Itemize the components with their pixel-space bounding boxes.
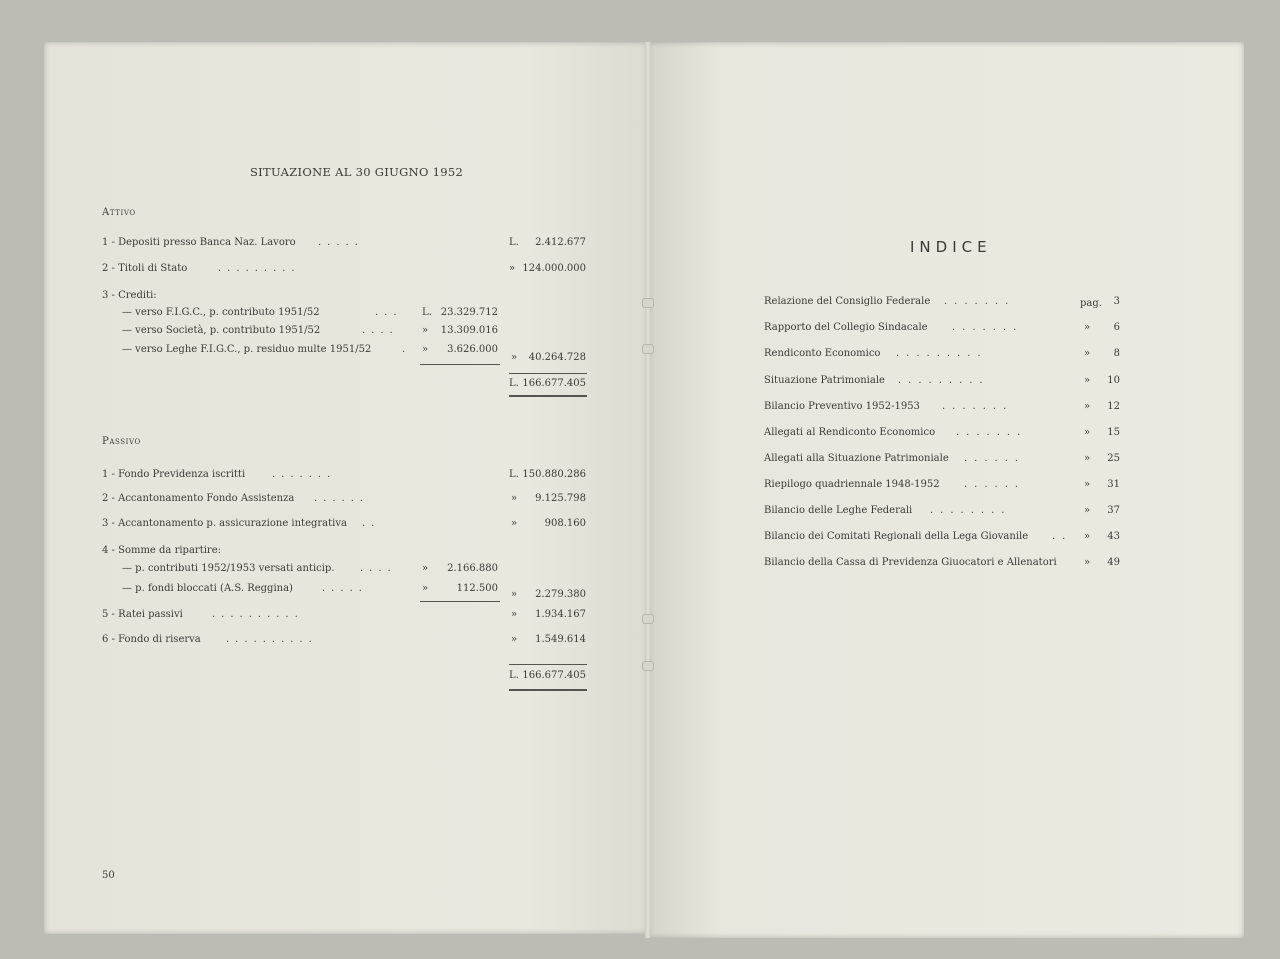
dot-leader: ....... — [944, 296, 1016, 307]
crediti-item-label: — verso F.I.G.C., p. contributo 1951/52 — [122, 307, 320, 318]
right-page — [648, 42, 1244, 938]
dot-leader: ..... — [318, 237, 364, 248]
amount-value: 2.166.880 — [447, 563, 498, 574]
binding-stitch — [642, 614, 654, 624]
toc-entry-label: Rapporto del Collegio Sindacale — [764, 322, 928, 333]
toc-entry-mark: » — [1084, 479, 1091, 490]
toc-entry-page: 12 — [1107, 401, 1120, 412]
somme-item-label: — p. contributi 1952/1953 versati anticip. — [122, 563, 335, 574]
toc-entry-label: Relazione del Consiglio Federale — [764, 296, 931, 307]
dot-leader: .......... — [212, 609, 304, 620]
toc-entry-page: 3 — [1113, 296, 1120, 307]
toc-entry-mark: » — [1084, 348, 1091, 359]
dot-leader: ....... — [952, 322, 1024, 333]
amount-value: 1.549.614 — [535, 634, 586, 645]
toc-entry-page: 10 — [1107, 375, 1120, 386]
dot-leader: ...... — [964, 453, 1026, 464]
amount-value: 2.279.380 — [535, 589, 586, 600]
dot-leader: ....... — [956, 427, 1028, 438]
somme-item-label: — p. fondi bloccati (A.S. Reggina) — [122, 583, 293, 594]
toc-entry-mark: » — [1084, 375, 1091, 386]
dot-leader: ......... — [898, 375, 990, 386]
attivo-heading: Attivo — [102, 207, 136, 218]
amount-value: 40.264.728 — [528, 352, 586, 363]
toc-entry-label: Bilancio delle Leghe Federali — [764, 505, 913, 516]
dot-leader: .... — [362, 325, 399, 336]
dot-leader: ....... — [272, 469, 337, 480]
subtotal-rule — [420, 364, 500, 365]
toc-entry-page: 43 — [1107, 531, 1120, 542]
amount-mark: » — [511, 518, 518, 529]
toc-entry-label: Allegati alla Situazione Patrimoniale — [764, 453, 949, 464]
toc-entry-label: Bilancio dei Comitati Regionali della Lega Giovanile — [764, 531, 1029, 542]
passivo-item-label: 5 - Ratei passivi — [102, 609, 183, 620]
crediti-item-label: — verso Leghe F.I.G.C., p. residuo multe 1951/52 — [122, 344, 372, 355]
attivo-item-label: 3 - Crediti: — [102, 290, 157, 301]
amount-value: 9.125.798 — [535, 493, 586, 504]
toc-entry-mark: » — [1084, 322, 1091, 333]
dot-leader: ..... — [322, 583, 368, 594]
total-rule — [509, 373, 587, 374]
toc-entry-label: Bilancio della Cassa di Previdenza Giuocatori e Allenatori — [764, 557, 1057, 568]
toc-entry-page: 6 — [1113, 322, 1120, 333]
page-number: 50 — [102, 870, 115, 881]
toc-entry-mark: » — [1084, 401, 1091, 412]
amount-mark: L. — [509, 469, 519, 480]
toc-entry-mark: » — [1084, 453, 1091, 464]
amount-mark: L. — [422, 307, 432, 318]
dot-leader: ...... — [964, 479, 1026, 490]
toc-entry-mark: » — [1084, 531, 1091, 542]
dot-leader: ......... — [896, 348, 988, 359]
toc-entry-page: 15 — [1107, 427, 1120, 438]
crediti-item-label: — verso Società, p. contributo 1951/52 — [122, 325, 321, 336]
toc-entry-mark: » — [1084, 427, 1091, 438]
binding-stitch — [642, 298, 654, 308]
binding-stitch — [642, 344, 654, 354]
amount-mark: » — [511, 609, 518, 620]
toc-entry-label: Bilancio Preventivo 1952-1953 — [764, 401, 920, 412]
passivo-item-label: 1 - Fondo Previdenza iscritti — [102, 469, 246, 480]
amount-value: 150.880.286 — [522, 469, 586, 480]
amount-mark: » — [509, 263, 516, 274]
attivo-item-label: 2 - Titoli di Stato — [102, 263, 188, 274]
amount-value: 908.160 — [544, 518, 586, 529]
dot-leader: .......... — [226, 634, 318, 645]
index-title: INDICE — [910, 238, 992, 256]
double-rule — [509, 395, 587, 397]
passivo-item-label: 3 - Accantonamento p. assicurazione integrativa — [102, 518, 347, 529]
amount-mark: » — [511, 634, 518, 645]
amount-value: 3.626.000 — [447, 344, 498, 355]
amount-mark: L. — [509, 378, 519, 389]
dot-leader: .. — [362, 518, 381, 529]
attivo-item-label: 1 - Depositi presso Banca Naz. Lavoro — [102, 237, 296, 248]
page-title: SITUAZIONE AL 30 GIUGNO 1952 — [250, 165, 464, 179]
dot-leader: .... — [360, 563, 397, 574]
binding-stitch — [642, 661, 654, 671]
amount-mark: » — [422, 583, 429, 594]
toc-entry-mark: pag. — [1080, 298, 1102, 309]
amount-mark: » — [511, 352, 518, 363]
attivo-total: 166.677.405 — [522, 378, 586, 389]
toc-entry-label: Rendiconto Economico — [764, 348, 881, 359]
book-spine — [645, 42, 651, 938]
toc-entry-page: 49 — [1107, 557, 1120, 568]
dot-leader: . — [402, 344, 412, 355]
toc-entry-label: Allegati al Rendiconto Economico — [764, 427, 936, 438]
dot-leader: ...... — [314, 493, 370, 504]
dot-leader: ....... — [942, 401, 1014, 412]
dot-leader: ... — [375, 307, 403, 318]
amount-value: 112.500 — [456, 583, 498, 594]
toc-entry-label: Riepilogo quadriennale 1948-1952 — [764, 479, 940, 490]
amount-mark: » — [422, 563, 429, 574]
subtotal-rule — [420, 601, 500, 602]
amount-mark: » — [511, 493, 518, 504]
toc-entry-page: 25 — [1107, 453, 1120, 464]
amount-value: 2.412.677 — [535, 237, 586, 248]
passivo-heading: Passivo — [102, 436, 141, 447]
passivo-item-label: 2 - Accantonamento Fondo Assistenza — [102, 493, 295, 504]
dot-leader: ........ — [930, 505, 1012, 516]
passivo-total: 166.677.405 — [522, 670, 586, 681]
amount-mark: L. — [509, 237, 519, 248]
toc-entry-label: Situazione Patrimoniale — [764, 375, 885, 386]
passivo-item-label: 6 - Fondo di riserva — [102, 634, 201, 645]
passivo-item-label: 4 - Somme da ripartire: — [102, 545, 221, 556]
toc-entry-page: 31 — [1107, 479, 1120, 490]
amount-value: 1.934.167 — [535, 609, 586, 620]
toc-entry-page: 8 — [1113, 348, 1120, 359]
dot-leader: .. — [1052, 531, 1073, 542]
amount-mark: » — [511, 589, 518, 600]
amount-value: 23.329.712 — [440, 307, 498, 318]
toc-entry-page: 37 — [1107, 505, 1120, 516]
amount-mark: » — [422, 344, 429, 355]
amount-mark: L. — [509, 670, 519, 681]
amount-value: 13.309.016 — [440, 325, 498, 336]
total-rule — [509, 664, 587, 665]
toc-entry-mark: » — [1084, 505, 1091, 516]
amount-mark: » — [422, 325, 429, 336]
dot-leader: ......... — [218, 263, 301, 274]
double-rule — [509, 689, 587, 691]
toc-entry-mark: » — [1084, 557, 1091, 568]
amount-value: 124.000.000 — [522, 263, 586, 274]
